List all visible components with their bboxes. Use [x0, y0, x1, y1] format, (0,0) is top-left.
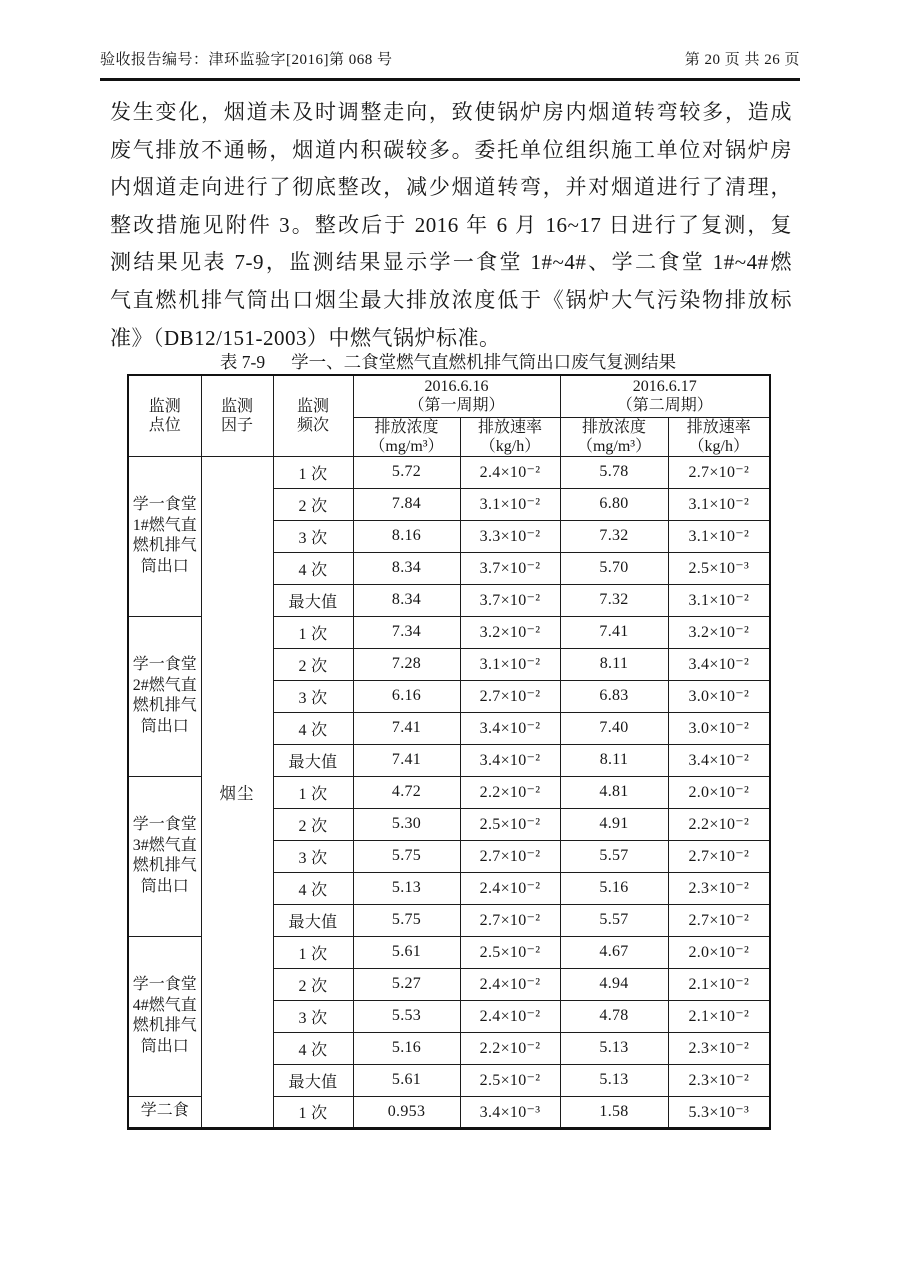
value-cell: 2.7×10⁻² [460, 840, 560, 872]
value-cell: 7.32 [560, 520, 668, 552]
value-cell: 2.5×10⁻³ [668, 552, 770, 584]
frequency-cell: 4 次 [273, 872, 353, 904]
value-cell: 2.5×10⁻² [460, 936, 560, 968]
value-cell: 7.41 [353, 744, 460, 776]
col-header-concentration-1: 排放浓度 （mg/m³） [353, 417, 460, 456]
value-cell: 2.1×10⁻² [668, 1000, 770, 1032]
value-cell: 4.72 [353, 776, 460, 808]
report-number: 验收报告编号：津环监验字[2016]第 068 号 [100, 52, 393, 68]
value-cell: 2.3×10⁻² [668, 1032, 770, 1064]
value-cell: 2.1×10⁻² [668, 968, 770, 1000]
value-cell: 3.2×10⁻² [460, 616, 560, 648]
monitoring-point-cell: 学一食堂 4#燃气直燃机排气筒出口 [128, 936, 201, 1096]
value-cell: 3.4×10⁻³ [460, 1096, 560, 1128]
value-cell: 5.75 [353, 840, 460, 872]
frequency-cell: 3 次 [273, 1000, 353, 1032]
value-cell: 2.7×10⁻² [668, 456, 770, 488]
value-cell: 5.13 [560, 1032, 668, 1064]
page-header [100, 48, 800, 81]
value-cell: 5.78 [560, 456, 668, 488]
value-cell: 2.3×10⁻² [668, 1064, 770, 1096]
value-cell: 6.83 [560, 680, 668, 712]
value-cell: 5.61 [353, 1064, 460, 1096]
value-cell: 3.4×10⁻² [460, 744, 560, 776]
table-label: 表 7-9 [219, 352, 266, 372]
table-title: 学一、二食堂燃气直燃机排气筒出口废气复测结果 [291, 352, 677, 372]
value-cell: 8.34 [353, 552, 460, 584]
value-cell: 5.53 [353, 1000, 460, 1032]
col-header-concentration-2: 排放浓度 （mg/m³） [560, 417, 668, 456]
value-cell: 3.4×10⁻² [460, 712, 560, 744]
paragraph-line: 气直燃机排气筒出口烟尘最大排放浓度低于《锅炉大气污染物排放标 [110, 287, 792, 312]
value-cell: 6.80 [560, 488, 668, 520]
value-cell: 7.84 [353, 488, 460, 520]
paragraph-line: 准》（DB12/151-2003）中燃气锅炉标准。 [110, 325, 501, 350]
value-cell: 2.3×10⁻² [668, 872, 770, 904]
frequency-cell: 最大值 [273, 904, 353, 936]
value-cell: 2.5×10⁻² [460, 808, 560, 840]
frequency-cell: 2 次 [273, 648, 353, 680]
value-cell: 4.67 [560, 936, 668, 968]
value-cell: 5.30 [353, 808, 460, 840]
frequency-cell: 最大值 [273, 744, 353, 776]
value-cell: 5.13 [560, 1064, 668, 1096]
value-cell: 3.0×10⁻² [668, 712, 770, 744]
frequency-cell: 最大值 [273, 584, 353, 616]
value-cell: 1.58 [560, 1096, 668, 1128]
value-cell: 6.16 [353, 680, 460, 712]
value-cell: 4.91 [560, 808, 668, 840]
value-cell: 4.81 [560, 776, 668, 808]
value-cell: 5.27 [353, 968, 460, 1000]
value-cell: 2.4×10⁻² [460, 1000, 560, 1032]
value-cell: 8.11 [560, 744, 668, 776]
table-caption [127, 349, 769, 374]
paragraph-line: 发生变化，烟道未及时调整走向，致使锅炉房内烟道转弯较多，造成 [110, 100, 792, 124]
col-header-period-2: 2016.6.17 （第二周期） [560, 375, 770, 417]
frequency-cell: 最大值 [273, 1064, 353, 1096]
value-cell: 2.0×10⁻² [668, 776, 770, 808]
value-cell: 5.13 [353, 872, 460, 904]
value-cell: 2.0×10⁻² [668, 936, 770, 968]
frequency-cell: 2 次 [273, 968, 353, 1000]
value-cell: 7.41 [560, 616, 668, 648]
frequency-cell: 1 次 [273, 1096, 353, 1128]
value-cell: 5.72 [353, 456, 460, 488]
value-cell: 5.61 [353, 936, 460, 968]
table-header-row [128, 375, 770, 417]
value-cell: 4.78 [560, 1000, 668, 1032]
value-cell: 7.32 [560, 584, 668, 616]
value-cell: 3.1×10⁻² [668, 584, 770, 616]
frequency-cell: 3 次 [273, 680, 353, 712]
value-cell: 2.5×10⁻² [460, 1064, 560, 1096]
monitoring-point-cell: 学二食 [128, 1096, 201, 1128]
frequency-cell: 1 次 [273, 616, 353, 648]
value-cell: 5.3×10⁻³ [668, 1096, 770, 1128]
value-cell: 3.1×10⁻² [668, 520, 770, 552]
frequency-cell: 2 次 [273, 808, 353, 840]
value-cell: 2.7×10⁻² [460, 680, 560, 712]
value-cell: 3.2×10⁻² [668, 616, 770, 648]
frequency-cell: 1 次 [273, 456, 353, 488]
value-cell: 8.11 [560, 648, 668, 680]
value-cell: 3.0×10⁻² [668, 680, 770, 712]
value-cell: 7.41 [353, 712, 460, 744]
paragraph-line: 内烟道走向进行了彻底整改，减少烟道转弯，并对烟道进行了清理， [110, 175, 792, 200]
monitoring-point-cell: 学一食堂 1#燃气直燃机排气筒出口 [128, 456, 201, 616]
frequency-cell: 3 次 [273, 840, 353, 872]
value-cell: 8.16 [353, 520, 460, 552]
value-cell: 5.57 [560, 840, 668, 872]
value-cell: 2.2×10⁻² [460, 776, 560, 808]
monitoring-factor-cell: 烟尘 [201, 456, 273, 1128]
value-cell: 2.4×10⁻² [460, 456, 560, 488]
frequency-cell: 4 次 [273, 552, 353, 584]
value-cell: 5.16 [560, 872, 668, 904]
page-number: 第 20 页 共 26 页 [684, 52, 800, 68]
monitoring-point-cell: 学一食堂 3#燃气直燃机排气筒出口 [128, 776, 201, 936]
value-cell: 7.40 [560, 712, 668, 744]
value-cell: 8.34 [353, 584, 460, 616]
paragraph-line: 整改措施见附件 3。整改后于 2016 年 6 月 16~17 日进行了复测，复 [110, 212, 792, 237]
value-cell: 2.4×10⁻² [460, 872, 560, 904]
value-cell: 2.2×10⁻² [668, 808, 770, 840]
value-cell: 7.34 [353, 616, 460, 648]
frequency-cell: 4 次 [273, 1032, 353, 1064]
value-cell: 3.1×10⁻² [460, 648, 560, 680]
value-cell: 0.953 [353, 1096, 460, 1128]
frequency-cell: 1 次 [273, 936, 353, 968]
value-cell: 5.16 [353, 1032, 460, 1064]
frequency-cell: 4 次 [273, 712, 353, 744]
value-cell: 5.75 [353, 904, 460, 936]
value-cell: 2.4×10⁻² [460, 968, 560, 1000]
frequency-cell: 1 次 [273, 776, 353, 808]
monitoring-point-cell: 学一食堂 2#燃气直燃机排气筒出口 [128, 616, 201, 776]
col-header-monitoring-point: 监测 点位 [128, 375, 201, 456]
value-cell: 3.4×10⁻² [668, 648, 770, 680]
value-cell: 2.2×10⁻² [460, 1032, 560, 1064]
value-cell: 2.7×10⁻² [668, 904, 770, 936]
value-cell: 2.7×10⁻² [460, 904, 560, 936]
value-cell: 3.3×10⁻² [460, 520, 560, 552]
col-header-rate-2: 排放速率 （kg/h） [668, 417, 770, 456]
col-header-period-1: 2016.6.16 （第一周期） [353, 375, 560, 417]
value-cell: 7.28 [353, 648, 460, 680]
col-header-monitoring-factor: 监测 因子 [201, 375, 273, 456]
value-cell: 2.7×10⁻² [668, 840, 770, 872]
frequency-cell: 2 次 [273, 488, 353, 520]
value-cell: 3.7×10⁻² [460, 584, 560, 616]
value-cell: 3.1×10⁻² [668, 488, 770, 520]
value-cell: 3.7×10⁻² [460, 552, 560, 584]
value-cell: 3.4×10⁻² [668, 744, 770, 776]
col-header-rate-1: 排放速率 （kg/h） [460, 417, 560, 456]
col-header-monitoring-frequency: 监测 频次 [273, 375, 353, 456]
monitoring-results-table [127, 374, 771, 1130]
value-cell: 5.70 [560, 552, 668, 584]
value-cell: 4.94 [560, 968, 668, 1000]
paragraph-line: 测结果见表 7-9，监测结果显示学一食堂 1#~4#、学二食堂 1#~4#燃 [110, 250, 792, 275]
paragraph-line: 废气排放不通畅，烟道内积碳较多。委托单位组织施工单位对锅炉房 [110, 137, 792, 162]
table-row [128, 456, 770, 488]
body-paragraph [110, 94, 792, 357]
value-cell: 3.1×10⁻² [460, 488, 560, 520]
value-cell: 5.57 [560, 904, 668, 936]
frequency-cell: 3 次 [273, 520, 353, 552]
